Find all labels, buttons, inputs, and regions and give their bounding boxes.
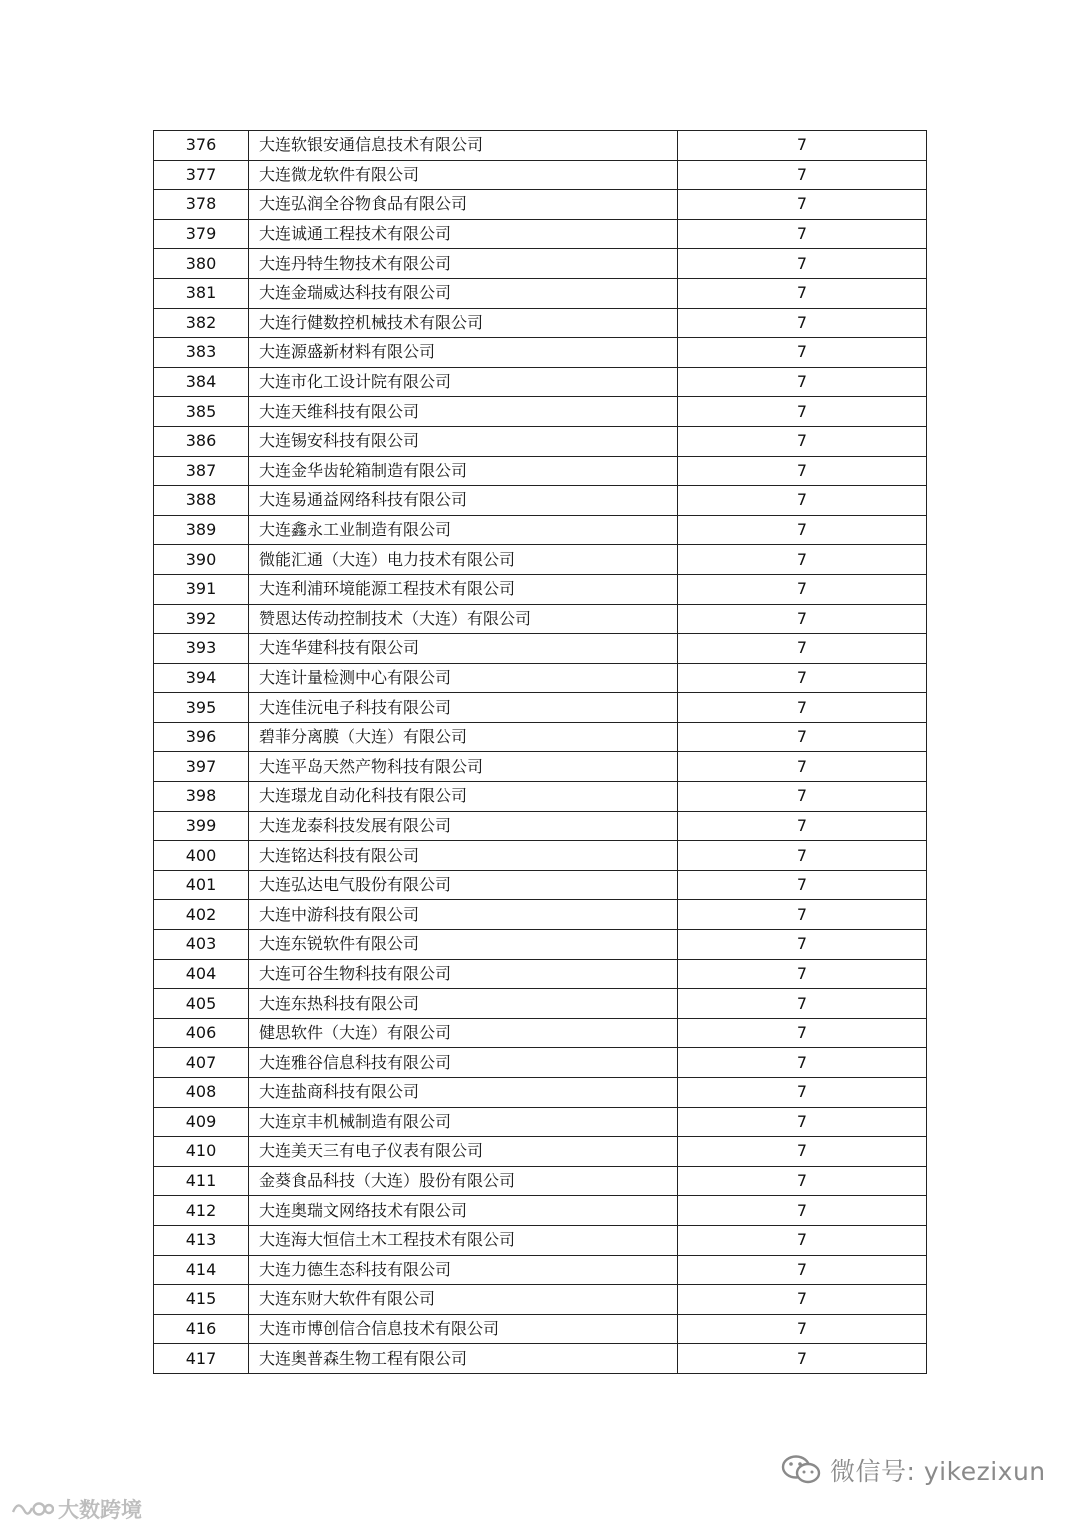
row-number-cell: 399 bbox=[154, 811, 249, 841]
table-row bbox=[154, 663, 927, 693]
table-row bbox=[154, 426, 927, 456]
table-row bbox=[154, 219, 927, 249]
score-cell: 7 bbox=[678, 574, 927, 604]
table-row bbox=[154, 959, 927, 989]
company-name-cell: 大连微龙软件有限公司 bbox=[249, 160, 678, 190]
table-row bbox=[154, 367, 927, 397]
table-row bbox=[154, 811, 927, 841]
score-cell: 7 bbox=[678, 1314, 927, 1344]
brand-watermark bbox=[10, 1494, 142, 1524]
row-number-cell: 382 bbox=[154, 308, 249, 338]
wechat-icon bbox=[780, 1453, 824, 1487]
company-name-cell: 大连力德生态科技有限公司 bbox=[249, 1255, 678, 1285]
company-name-cell: 赞恩达传动控制技术（大连）有限公司 bbox=[249, 604, 678, 634]
score-cell: 7 bbox=[678, 308, 927, 338]
score-cell: 7 bbox=[678, 1078, 927, 1108]
table-row bbox=[154, 160, 927, 190]
row-number-cell: 393 bbox=[154, 634, 249, 664]
score-cell: 7 bbox=[678, 160, 927, 190]
row-number-cell: 376 bbox=[154, 131, 249, 161]
table-row bbox=[154, 515, 927, 545]
score-cell: 7 bbox=[678, 131, 927, 161]
score-cell: 7 bbox=[678, 782, 927, 812]
row-number-cell: 389 bbox=[154, 515, 249, 545]
score-cell: 7 bbox=[678, 870, 927, 900]
row-number-cell: 407 bbox=[154, 1048, 249, 1078]
brand-text: 大数跨境 bbox=[58, 1498, 142, 1522]
score-cell: 7 bbox=[678, 634, 927, 664]
table-row bbox=[154, 1166, 927, 1196]
score-cell: 7 bbox=[678, 338, 927, 368]
score-cell: 7 bbox=[678, 1255, 927, 1285]
score-cell: 7 bbox=[678, 1285, 927, 1315]
table-row bbox=[154, 1255, 927, 1285]
score-cell: 7 bbox=[678, 190, 927, 220]
table-row bbox=[154, 1196, 927, 1226]
row-number-cell: 416 bbox=[154, 1314, 249, 1344]
score-cell: 7 bbox=[678, 841, 927, 871]
company-name-cell: 大连奥普森生物工程有限公司 bbox=[249, 1344, 678, 1374]
table-row bbox=[154, 900, 927, 930]
table-row bbox=[154, 604, 927, 634]
score-cell: 7 bbox=[678, 426, 927, 456]
score-cell: 7 bbox=[678, 545, 927, 575]
company-name-cell: 大连市博创信合信息技术有限公司 bbox=[249, 1314, 678, 1344]
row-number-cell: 403 bbox=[154, 930, 249, 960]
company-score-table bbox=[153, 130, 927, 1374]
company-name-cell: 大连鑫永工业制造有限公司 bbox=[249, 515, 678, 545]
table-row bbox=[154, 1285, 927, 1315]
score-cell: 7 bbox=[678, 722, 927, 752]
company-name-cell: 健思软件（大连）有限公司 bbox=[249, 1018, 678, 1048]
company-name-cell: 大连市化工设计院有限公司 bbox=[249, 367, 678, 397]
row-number-cell: 381 bbox=[154, 278, 249, 308]
row-number-cell: 392 bbox=[154, 604, 249, 634]
table-row bbox=[154, 870, 927, 900]
score-cell: 7 bbox=[678, 515, 927, 545]
score-cell: 7 bbox=[678, 989, 927, 1019]
wechat-watermark bbox=[780, 1452, 1046, 1488]
row-number-cell: 405 bbox=[154, 989, 249, 1019]
row-number-cell: 379 bbox=[154, 219, 249, 249]
row-number-cell: 413 bbox=[154, 1225, 249, 1255]
score-cell: 7 bbox=[678, 752, 927, 782]
table-row bbox=[154, 338, 927, 368]
score-cell: 7 bbox=[678, 900, 927, 930]
company-name-cell: 大连京丰机械制造有限公司 bbox=[249, 1107, 678, 1137]
company-name-cell: 大连东锐软件有限公司 bbox=[249, 930, 678, 960]
table-row bbox=[154, 634, 927, 664]
table-row bbox=[154, 131, 927, 161]
score-cell: 7 bbox=[678, 604, 927, 634]
score-cell: 7 bbox=[678, 249, 927, 279]
table-row bbox=[154, 456, 927, 486]
score-cell: 7 bbox=[678, 663, 927, 693]
row-number-cell: 412 bbox=[154, 1196, 249, 1226]
row-number-cell: 378 bbox=[154, 190, 249, 220]
score-cell: 7 bbox=[678, 367, 927, 397]
company-name-cell: 大连可谷生物科技有限公司 bbox=[249, 959, 678, 989]
table-row bbox=[154, 841, 927, 871]
row-number-cell: 394 bbox=[154, 663, 249, 693]
company-name-cell: 大连锡安科技有限公司 bbox=[249, 426, 678, 456]
score-cell: 7 bbox=[678, 278, 927, 308]
company-name-cell: 大连海大恒信土木工程技术有限公司 bbox=[249, 1225, 678, 1255]
brand-logo-icon bbox=[10, 1498, 54, 1520]
score-cell: 7 bbox=[678, 397, 927, 427]
row-number-cell: 396 bbox=[154, 722, 249, 752]
company-name-cell: 金葵食品科技（大连）股份有限公司 bbox=[249, 1166, 678, 1196]
company-name-cell: 大连雅谷信息科技有限公司 bbox=[249, 1048, 678, 1078]
row-number-cell: 409 bbox=[154, 1107, 249, 1137]
company-name-cell: 大连璟龙自动化科技有限公司 bbox=[249, 782, 678, 812]
row-number-cell: 414 bbox=[154, 1255, 249, 1285]
table-row bbox=[154, 1048, 927, 1078]
row-number-cell: 390 bbox=[154, 545, 249, 575]
row-number-cell: 400 bbox=[154, 841, 249, 871]
row-number-cell: 404 bbox=[154, 959, 249, 989]
row-number-cell: 410 bbox=[154, 1137, 249, 1167]
score-cell: 7 bbox=[678, 486, 927, 516]
score-cell: 7 bbox=[678, 456, 927, 486]
row-number-cell: 406 bbox=[154, 1018, 249, 1048]
table-row bbox=[154, 278, 927, 308]
row-number-cell: 385 bbox=[154, 397, 249, 427]
table-row bbox=[154, 1225, 927, 1255]
company-name-cell: 大连金瑞威达科技有限公司 bbox=[249, 278, 678, 308]
table-row bbox=[154, 249, 927, 279]
row-number-cell: 377 bbox=[154, 160, 249, 190]
table-body bbox=[154, 131, 927, 1374]
row-number-cell: 401 bbox=[154, 870, 249, 900]
company-name-cell: 大连利浦环境能源工程技术有限公司 bbox=[249, 574, 678, 604]
company-name-cell: 大连东财大软件有限公司 bbox=[249, 1285, 678, 1315]
score-cell: 7 bbox=[678, 1107, 927, 1137]
score-cell: 7 bbox=[678, 959, 927, 989]
table-row bbox=[154, 1344, 927, 1374]
row-number-cell: 398 bbox=[154, 782, 249, 812]
score-cell: 7 bbox=[678, 219, 927, 249]
company-name-cell: 大连易通益网络科技有限公司 bbox=[249, 486, 678, 516]
score-cell: 7 bbox=[678, 930, 927, 960]
row-number-cell: 380 bbox=[154, 249, 249, 279]
score-cell: 7 bbox=[678, 811, 927, 841]
score-cell: 7 bbox=[678, 1225, 927, 1255]
row-number-cell: 386 bbox=[154, 426, 249, 456]
table-row bbox=[154, 1314, 927, 1344]
table-row bbox=[154, 190, 927, 220]
table-row bbox=[154, 1078, 927, 1108]
row-number-cell: 384 bbox=[154, 367, 249, 397]
table-row bbox=[154, 486, 927, 516]
score-cell: 7 bbox=[678, 1166, 927, 1196]
company-name-cell: 大连弘达电气股份有限公司 bbox=[249, 870, 678, 900]
row-number-cell: 411 bbox=[154, 1166, 249, 1196]
row-number-cell: 417 bbox=[154, 1344, 249, 1374]
company-name-cell: 大连行健数控机械技术有限公司 bbox=[249, 308, 678, 338]
score-cell: 7 bbox=[678, 1344, 927, 1374]
company-name-cell: 大连华建科技有限公司 bbox=[249, 634, 678, 664]
company-name-cell: 大连丹特生物技术有限公司 bbox=[249, 249, 678, 279]
table-row bbox=[154, 574, 927, 604]
table-row bbox=[154, 722, 927, 752]
row-number-cell: 388 bbox=[154, 486, 249, 516]
row-number-cell: 383 bbox=[154, 338, 249, 368]
company-name-cell: 大连软银安通信息技术有限公司 bbox=[249, 131, 678, 161]
company-name-cell: 大连弘润全谷物食品有限公司 bbox=[249, 190, 678, 220]
company-name-cell: 大连金华齿轮箱制造有限公司 bbox=[249, 456, 678, 486]
company-name-cell: 大连平岛天然产物科技有限公司 bbox=[249, 752, 678, 782]
company-name-cell: 大连诚通工程技术有限公司 bbox=[249, 219, 678, 249]
company-name-cell: 大连东热科技有限公司 bbox=[249, 989, 678, 1019]
table-row bbox=[154, 308, 927, 338]
table-row bbox=[154, 782, 927, 812]
table-row bbox=[154, 1107, 927, 1137]
score-cell: 7 bbox=[678, 1048, 927, 1078]
company-name-cell: 大连龙泰科技发展有限公司 bbox=[249, 811, 678, 841]
score-cell: 7 bbox=[678, 1196, 927, 1226]
row-number-cell: 395 bbox=[154, 693, 249, 723]
row-number-cell: 397 bbox=[154, 752, 249, 782]
company-name-cell: 大连铭达科技有限公司 bbox=[249, 841, 678, 871]
table-row bbox=[154, 545, 927, 575]
table-row bbox=[154, 930, 927, 960]
company-name-cell: 大连源盛新材料有限公司 bbox=[249, 338, 678, 368]
company-name-cell: 大连天维科技有限公司 bbox=[249, 397, 678, 427]
wechat-id-text: 微信号: yikezixun bbox=[830, 1457, 1046, 1486]
row-number-cell: 387 bbox=[154, 456, 249, 486]
company-name-cell: 大连计量检测中心有限公司 bbox=[249, 663, 678, 693]
company-name-cell: 大连佳沅电子科技有限公司 bbox=[249, 693, 678, 723]
company-name-cell: 大连中游科技有限公司 bbox=[249, 900, 678, 930]
company-name-cell: 大连美天三有电子仪表有限公司 bbox=[249, 1137, 678, 1167]
company-name-cell: 微能汇通（大连）电力技术有限公司 bbox=[249, 545, 678, 575]
score-cell: 7 bbox=[678, 693, 927, 723]
company-name-cell: 大连盐商科技有限公司 bbox=[249, 1078, 678, 1108]
row-number-cell: 408 bbox=[154, 1078, 249, 1108]
score-cell: 7 bbox=[678, 1018, 927, 1048]
row-number-cell: 415 bbox=[154, 1285, 249, 1315]
company-name-cell: 碧菲分离膜（大连）有限公司 bbox=[249, 722, 678, 752]
row-number-cell: 391 bbox=[154, 574, 249, 604]
row-number-cell: 402 bbox=[154, 900, 249, 930]
table-row bbox=[154, 1137, 927, 1167]
table-row bbox=[154, 1018, 927, 1048]
table-row bbox=[154, 397, 927, 427]
table-row bbox=[154, 752, 927, 782]
score-cell: 7 bbox=[678, 1137, 927, 1167]
table-row bbox=[154, 989, 927, 1019]
company-name-cell: 大连奥瑞文网络技术有限公司 bbox=[249, 1196, 678, 1226]
table-row bbox=[154, 693, 927, 723]
